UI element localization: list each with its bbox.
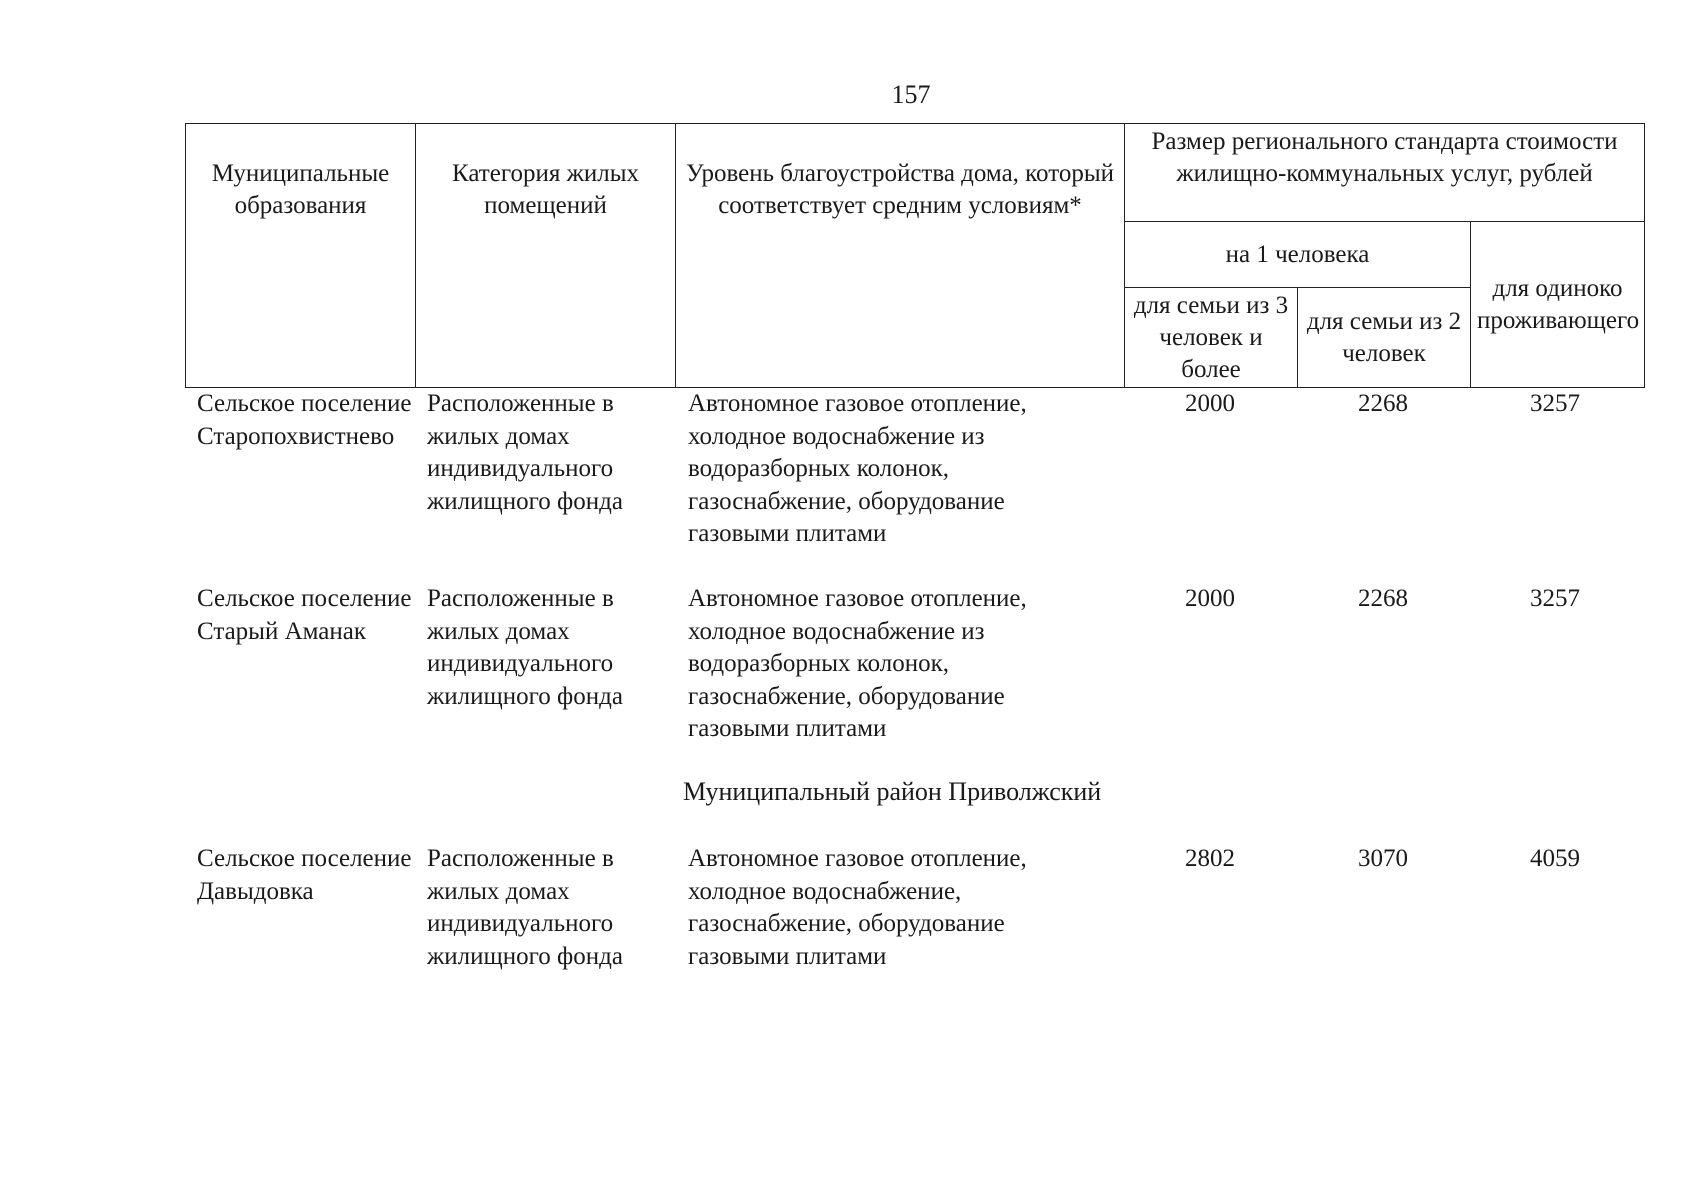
municipality-cell: Сельское поселение Давыдовка	[197, 845, 412, 905]
value-family3: 2000	[1185, 585, 1235, 612]
header-per-person: на 1 человека	[1125, 222, 1471, 288]
header-family3: для семьи из 3 человек и более	[1125, 288, 1298, 388]
header-standard: Размер регионального стандарта стоимости жилищно-коммунальных услуг, рублей	[1125, 124, 1645, 222]
section-title: Муниципальный район Приволжский	[683, 777, 1102, 806]
value-single: 3257	[1530, 390, 1580, 417]
municipality-cell: Сельское поселение Старый Аманак	[197, 585, 412, 645]
value-family2: 2268	[1358, 585, 1408, 612]
value-family2: 2268	[1358, 390, 1408, 417]
page-number: 157	[891, 80, 931, 109]
header-single: для одиноко проживающего	[1471, 222, 1645, 388]
value-family3: 2802	[1185, 845, 1235, 872]
header-municipal: Муниципальные образования	[186, 124, 416, 388]
category-cell: Расположенные в жилых домах индивидуального жилищного фонда	[427, 845, 623, 970]
table-header	[185, 123, 1645, 388]
category-cell: Расположенные в жилых домах индивидуального жилищного фонда	[427, 585, 623, 710]
header-family2: для семьи из 2 человек	[1298, 288, 1471, 388]
value-family2: 3070	[1358, 845, 1408, 872]
header-category: Категория жилых помещений	[416, 124, 676, 388]
category-cell: Расположенные в жилых домах индивидуального жилищного фонда	[427, 390, 623, 515]
level-cell: Автономное газовое отопление, холодное водоснабжение, газоснабжение, оборудование газовыми плитами	[688, 845, 1027, 970]
header-level: Уровень благоустройства дома, который соответствует средним условиям*	[676, 124, 1125, 388]
level-cell: Автономное газовое отопление, холодное водоснабжение из водоразборных колонок, газоснабжение, оборудование газовыми плитами	[688, 390, 1027, 547]
value-single: 4059	[1530, 845, 1580, 872]
value-family3: 2000	[1185, 390, 1235, 417]
municipality-cell: Сельское поселение Старопохвистнево	[197, 390, 412, 450]
value-single: 3257	[1530, 585, 1580, 612]
level-cell: Автономное газовое отопление, холодное водоснабжение из водоразборных колонок, газоснабжение, оборудование газовыми плитами	[688, 585, 1027, 742]
